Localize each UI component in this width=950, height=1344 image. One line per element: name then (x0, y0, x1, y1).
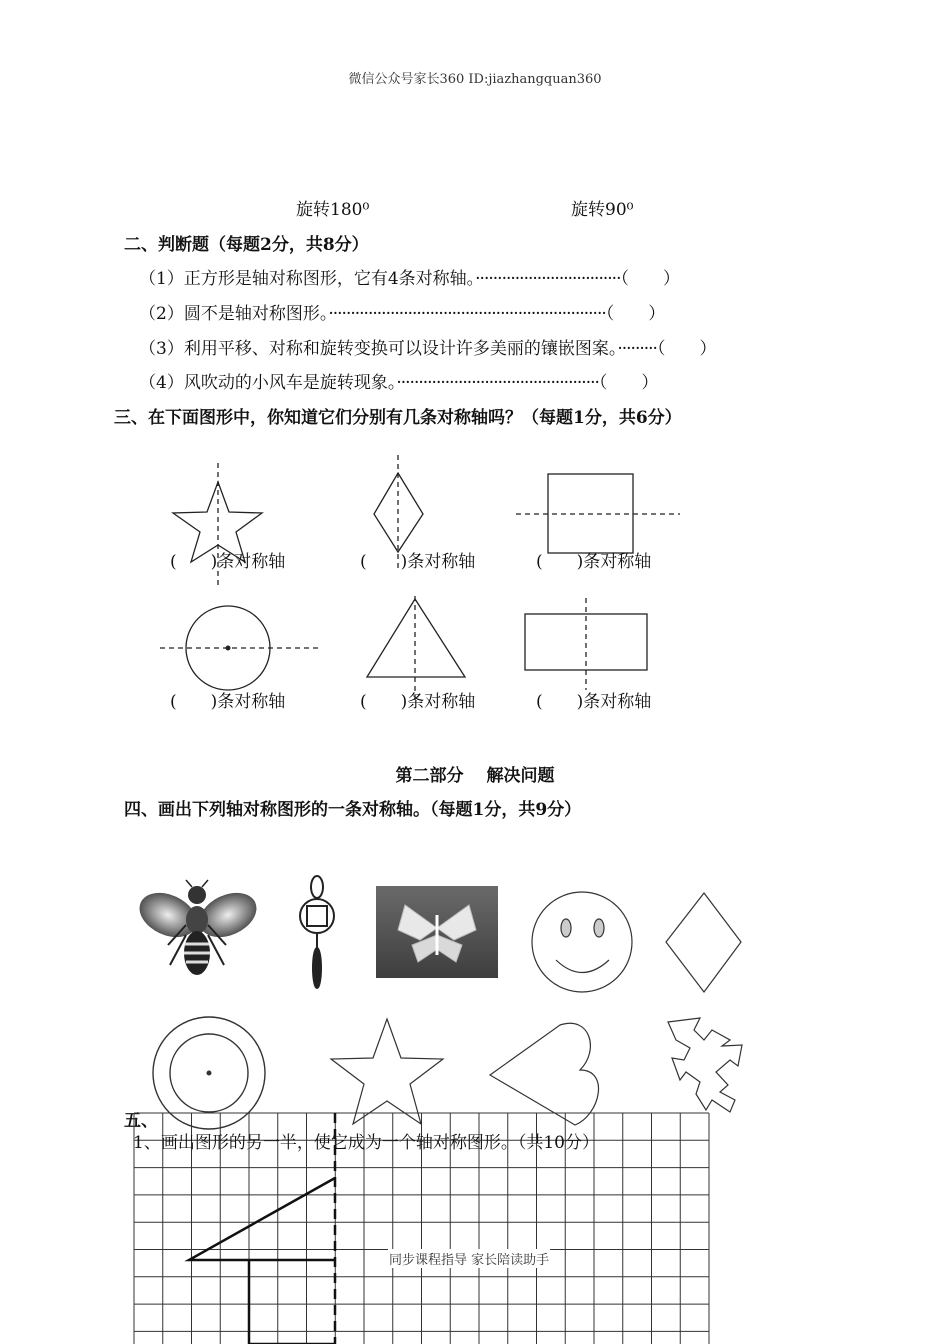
judge-item-1-blank[interactable]: （ ） (620, 269, 680, 289)
footer-watermark: 同步课程指导 家长陪读助手 (388, 1249, 550, 1268)
section-3-title: 三、在下面图形中，你知道它们分别有几条对称轴吗？（每题1分，共6分） (114, 408, 682, 428)
judge-item-3-text: （3）利用平移、对称和旋转变换可以设计许多美丽的镶嵌图案。 (139, 339, 618, 359)
judge-item-2-text: （2）圆不是轴对称图形。 (139, 304, 329, 324)
rotate-90-label: 旋转90⁰ (571, 200, 634, 220)
judge-item-4-blank[interactable]: （ ） (598, 373, 659, 393)
header-watermark: 微信公众号家长360 ID:jiazhangquan360 (348, 72, 602, 87)
answer-triangle[interactable]: ( )条对称轴 (360, 692, 476, 712)
rotate-180-label: 旋转180⁰ (296, 200, 370, 220)
judge-item-1-text: （1）正方形是轴对称图形，它有4条对称轴。 (139, 269, 476, 289)
judge-item-4-text: （4）风吹动的小风车是旋转现象。 (139, 373, 397, 393)
answer-rhombus[interactable]: ( )条对称轴 (360, 552, 476, 572)
judge-item-1-dots: ································· (475, 269, 621, 289)
judge-item-3-blank[interactable]: （ ） (656, 339, 717, 359)
section-2-title: 二、判断题（每题2分，共8分） (124, 235, 369, 255)
judge-item-2-dots: ······························································· (328, 304, 606, 324)
section-5-item-1: 1、画出图形的另一半，使它成为一个轴对称图形。（共10分） (133, 1133, 599, 1153)
given-half-shape (189, 1178, 335, 1260)
judge-item-3-dots: ········· (617, 339, 657, 359)
judge-item-4-dots: ·············································· (396, 373, 599, 393)
answer-wide-rectangle[interactable]: ( )条对称轴 (536, 692, 652, 712)
answer-star[interactable]: ( )条对称轴 (170, 552, 286, 572)
answer-rectangle[interactable]: ( )条对称轴 (536, 552, 652, 572)
section-5-number: 五、 (124, 1111, 158, 1131)
judge-item-2-blank[interactable]: （ ） (605, 304, 666, 324)
section-4-title: 四、画出下列轴对称图形的一条对称轴。（每题1分，共9分） (124, 800, 582, 820)
answer-circle[interactable]: ( )条对称轴 (170, 692, 286, 712)
part-2-title: 第二部分 解决问题 (395, 766, 555, 786)
